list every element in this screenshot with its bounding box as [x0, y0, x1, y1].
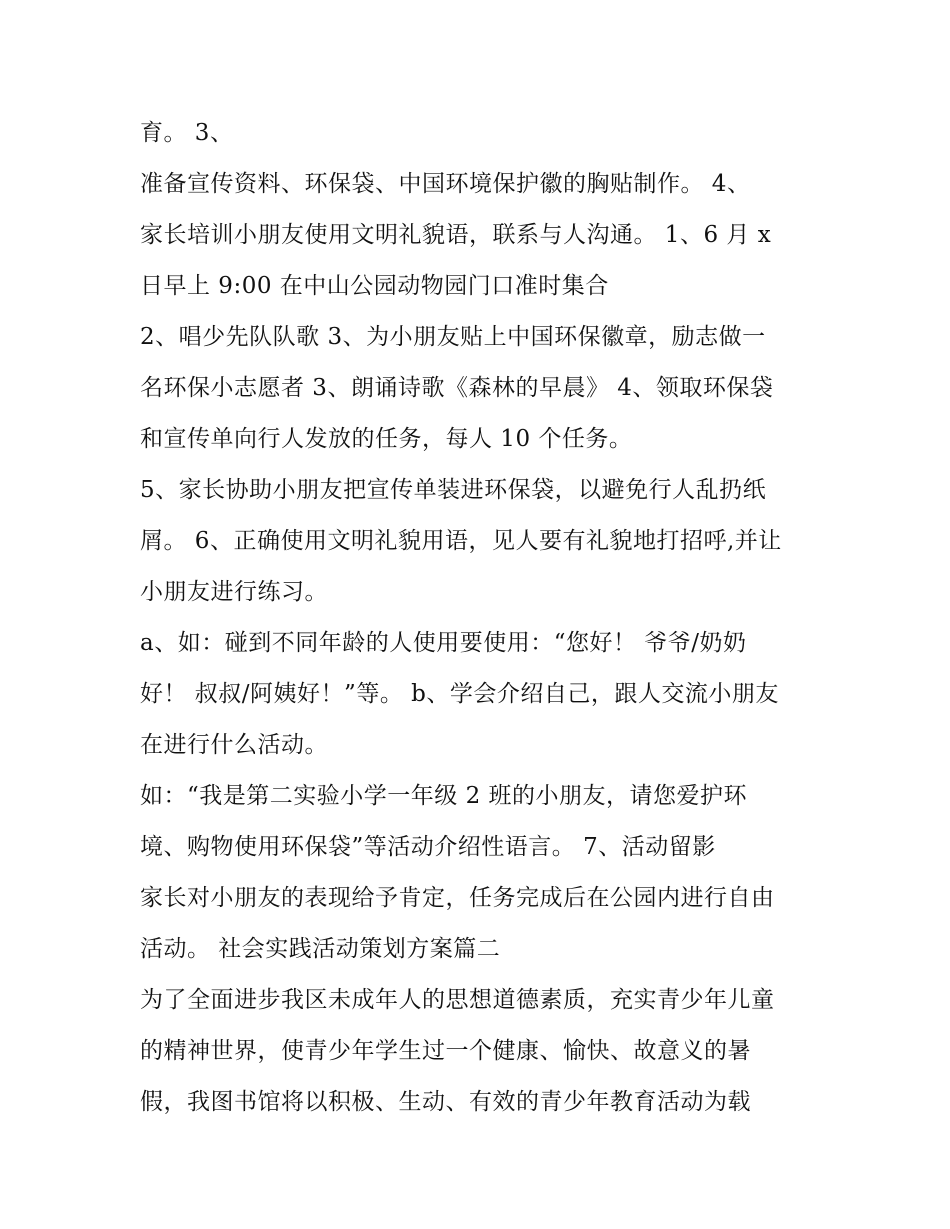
text-line: 为了全面进步我区未成年人的思想道德素质，充实青少年儿童	[140, 987, 775, 1013]
text-line: 5、家长协助小朋友把宣传单装进环保袋，以避免行人乱扔纸	[140, 477, 767, 503]
text-line: 育。 3、	[140, 120, 234, 146]
text-line: 小朋友进行练习。	[140, 579, 328, 605]
text-line: a、如：碰到不同年龄的人使用要使用：“您好！ 爷爷/奶奶	[140, 630, 747, 656]
text-line: 如：“我是第二实验小学一年级 2 班的小朋友，请您爱护环	[140, 783, 748, 809]
text-line: 名环保小志愿者 3、朗诵诗歌《森林的早晨》 4、领取环保袋	[140, 375, 774, 401]
text-line: 家长培训小朋友使用文明礼貌语，联系与人沟通。 1、6 月 x	[140, 222, 772, 248]
text-line: 屑。 6、正确使用文明礼貌用语，见人要有礼貌地打招呼,并让	[140, 528, 782, 554]
text-line: 活动。 社会实践活动策划方案篇二	[140, 936, 501, 962]
text-line: 日早上 9:00 在中山公园动物园门口准时集合	[140, 273, 609, 299]
text-line: 2、唱少先队队歌 3、为小朋友贴上中国环保徽章，励志做一	[140, 324, 766, 350]
text-line: 和宣传单向行人发放的任务，每人 10 个任务。	[140, 426, 633, 452]
text-line: 准备宣传资料、环保袋、中国环境保护徽的胸贴制作。 4、	[140, 171, 751, 197]
text-line: 好！ 叔叔/阿姨好！”等。 b、学会介绍自己，跟人交流小朋友	[140, 681, 779, 707]
document-body	[140, 108, 830, 1128]
text-line: 的精神世界，使青少年学生过一个健康、愉快、故意义的暑	[140, 1038, 751, 1064]
text-line: 家长对小朋友的表现给予肯定，任务完成后在公园内进行自由	[140, 885, 775, 911]
text-line: 在进行什么活动。	[140, 732, 328, 758]
text-line: 境、购物使用环保袋”等活动介绍性语言。 7、活动留影	[140, 834, 716, 860]
text-line: 假，我图书馆将以积极、生动、有效的青少年教育活动为载	[140, 1089, 751, 1115]
